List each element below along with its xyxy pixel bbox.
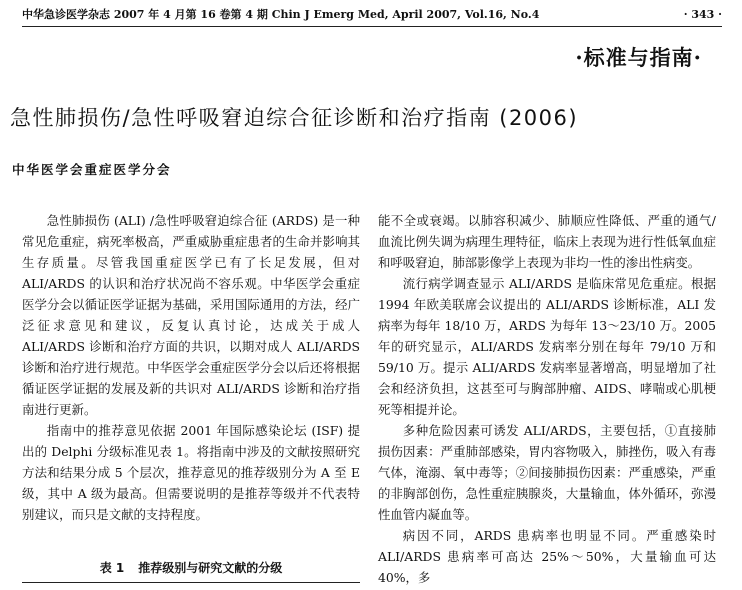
header-rule <box>22 26 722 27</box>
running-header <box>22 6 722 24</box>
journal-citation: 中华急诊医学杂志 2007 年 4 月第 16 卷第 4 期 Chin J Emerg Med, April 2007, Vol.16, No.4 <box>22 8 540 21</box>
paragraph: 流行病学调查显示 ALI/ARDS 是临床常见危重症。根据 1994 年欧美联席会议提出的 ALI/ARDS 诊断标准，ALI 发病率为每年 18/10 万，ARDS 为每年 13～23/10 万。2005 年的研究显示，ALI/ARDS 发病率分别在每年 79/10 万和 59/10 万。提示 ALI/ARDS 发病率显著增高，明显增加了社会和经济负担，这甚至可与胸部肿瘤、AIDS、哮喘或心肌梗死等相提并论。 <box>378 276 716 417</box>
page-number: · 343 · <box>683 8 722 21</box>
paragraph: 急性肺损伤 (ALI) /急性呼吸窘迫综合征 (ARDS) 是一种常见危重症，病死率极高，严重威胁重症患者的生命并影响其生存质量。尽管我国重症医学已有了长足发展，但对 ALI/ARDS 的认识和治疗状况尚不容乐观。中华医学会重症医学分会以循证医学证据为基础，采用国际通用的方法，经广泛征求意见和建议，反复认真讨论，达成关于成人 ALI/ARDS 诊断和治疗方面的共识，以期对成人 ALI/ARDS 诊断和治疗进行规范。中华医学会重症医学分会以后还将根据循证医学证据的发展及新的共识对 ALI/ARDS 诊断和治疗指南进行更新。 <box>22 213 360 417</box>
article-title: 急性肺损伤/急性呼吸窘迫综合征诊断和治疗指南 (2006) <box>10 106 579 130</box>
table-top-rule <box>22 582 360 583</box>
table-caption <box>22 559 360 576</box>
paragraph: 病因不同，ARDS 患病率也明显不同。严重感染时 ALI/ARDS 患病率可高达 25%～50%，大量输血可达 40%，多 <box>378 528 716 585</box>
right-column <box>378 210 716 588</box>
paragraph: 能不全或衰竭。以肺容积减少、肺顺应性降低、严重的通气/血流比例失调为病理生理特征，临床上表现为进行性低氧血症和呼吸窘迫，肺部影像学上表现为非均一性的渗出性病变。 <box>378 213 716 270</box>
table-number: 表 1 <box>99 561 125 575</box>
paragraph: 多种危险因素可诱发 ALI/ARDS，主要包括，①直接肺损伤因素：严重肺部感染，胃内容物吸入，肺挫伤，吸入有毒气体，淹溺、氧中毒等；②间接肺损伤因素：严重感染，严重的非胸部创伤，急性重症胰腺炎，大量输血，体外循环，弥漫性血管内凝血等。 <box>378 423 716 522</box>
article-author: 中华医学会重症医学分会 <box>12 162 172 177</box>
left-column <box>22 210 360 525</box>
table-caption-text: 推荐级别与研究文献的分级 <box>138 561 283 575</box>
paragraph: 指南中的推荐意见依据 2001 年国际感染论坛 (ISF) 提出的 Delphi 分级标准见表 1。将指南中涉及的文献按照研究方法和结果分成 5 个层次，推荐意见的推荐级别分为 A 至 E 级，其中 A 级为最高。但需要说明的是推荐等级并不代表特别建议，而只是文献的支持程度。 <box>22 423 360 522</box>
section-tag: ·标准与指南· <box>575 45 702 70</box>
